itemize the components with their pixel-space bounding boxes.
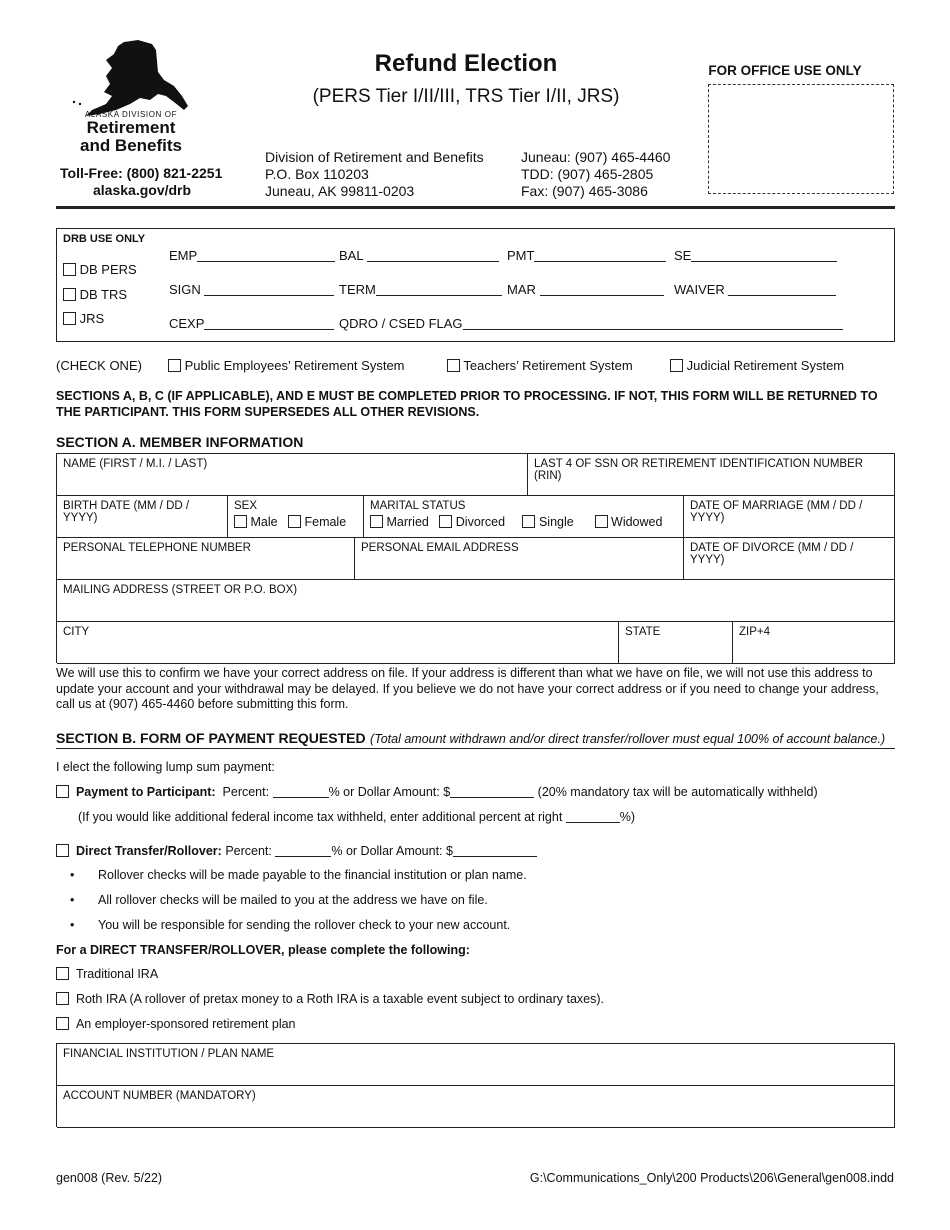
sex-female-checkbox[interactable]: Female — [288, 515, 346, 529]
drb-emp[interactable]: EMP — [169, 248, 335, 263]
marriage-date-field[interactable]: DATE OF MARRIAGE (MM / DD / YYYY) — [684, 496, 895, 538]
email-field[interactable]: PERSONAL EMAIL ADDRESS — [355, 538, 684, 580]
payment-to-participant: Payment to Participant: Percent: % or Dollar Amount: $ (20% mandatory tax will be automatically withheld) — [56, 785, 818, 799]
drb-check-trs[interactable]: DB TRS — [63, 287, 127, 302]
address-note: We will use this to confirm we have your correct address on file. If your address is different than what we have on file, we will not use this address to update your account and your withdrawal may be delayed. If you believe we do not have your correct address or if you need to change your address, call us at (907) 465-4460 before submitting this form. — [56, 666, 879, 711]
page-subtitle: (PERS Tier I/II/III, TRS Tier I/II, JRS) — [312, 86, 620, 107]
dept-address: Division of Retirement and Benefits P.O. Box 110203 Juneau, AK 99811-0203 — [265, 149, 484, 199]
divorced-checkbox[interactable]: Divorced — [439, 515, 505, 529]
drb-use-box — [56, 228, 895, 342]
office-use-box — [708, 84, 894, 194]
participant-percent-input[interactable] — [273, 786, 329, 798]
married-checkbox[interactable]: Married — [370, 515, 429, 529]
phone-field[interactable]: PERSONAL TELEPHONE NUMBER — [57, 538, 355, 580]
zip-field[interactable]: ZIP+4 — [733, 622, 895, 664]
office-use-title: FOR OFFICE USE ONLY — [708, 63, 862, 78]
processing-notice: SECTIONS A, B, C (IF APPLICABLE), AND E MUST BE COMPLETED PRIOR TO PROCESSING. IF NOT, THIS FORM WILL BE RETURNED TO THE PARTICIPANT. THIS FORM SUPERSEDES ALL OTHER REVISIONS. — [56, 389, 878, 419]
form-id: gen008 (Rev. 5/22) — [56, 1171, 163, 1185]
employer-plan-option[interactable]: An employer-sponsored retirement plan — [56, 1017, 296, 1031]
drb-bal[interactable]: BAL — [339, 248, 499, 263]
institution-field[interactable]: FINANCIAL INSTITUTION / PLAN NAME — [57, 1044, 895, 1086]
drb-mar[interactable]: MAR — [507, 282, 664, 297]
additional-tax-line: (If you would like additional federal income tax withheld, enter additional percent at right %) — [78, 810, 636, 824]
section-b-note: (Total amount withdrawn and/or direct transfer/rollover must equal 100% of account balance.) — [370, 732, 886, 746]
drb-check-pers[interactable]: DB PERS — [63, 262, 137, 277]
roth-ira-option[interactable]: Roth IRA (A rollover of pretax money to a Roth IRA is a taxable event subject to ordinary taxes). — [56, 992, 604, 1006]
logo-line-1: ALASKA DIVISION OF — [84, 110, 178, 119]
state-field[interactable]: STATE — [619, 622, 733, 664]
check-pers[interactable]: Public Employees’ Retirement System — [168, 358, 405, 373]
website: alaska.gov/drb — [93, 182, 192, 198]
check-jrs[interactable]: Judicial Retirement System — [670, 358, 844, 373]
direct-transfer-checkbox[interactable] — [56, 844, 69, 857]
sex-male-checkbox[interactable]: Male — [234, 515, 278, 529]
city-field[interactable]: CITY — [57, 622, 619, 664]
participant-dollar-input[interactable] — [450, 786, 534, 798]
section-b-heading: SECTION B. FORM OF PAYMENT REQUESTED (Total amount withdrawn and/or direct transfer/rollover must equal 100% of account balance.) — [56, 730, 886, 746]
additional-tax-input[interactable] — [566, 811, 620, 823]
rollover-bullet-3: • You will be responsible for sending the rollover check to your new account. — [70, 918, 511, 932]
drb-pmt[interactable]: PMT — [507, 248, 666, 263]
marital-status-field: MARITAL STATUS Married Divorced Single Widowed — [364, 496, 684, 538]
rollover-bullet-2: • All rollover checks will be mailed to you at the address we have on file. — [70, 893, 488, 907]
traditional-ira-option[interactable]: Traditional IRA — [56, 967, 158, 981]
toll-free: Toll-Free: (800) 821-2251 — [60, 165, 223, 181]
drb-check-jrs[interactable]: JRS — [63, 311, 104, 326]
divorce-date-field[interactable]: DATE OF DIVORCE (MM / DD / YYYY) — [684, 538, 895, 580]
name-field[interactable]: NAME (FIRST / M.I. / LAST) — [57, 454, 528, 496]
logo-line-2: Retirement — [86, 118, 176, 137]
check-trs[interactable]: Teachers’ Retirement System — [447, 358, 633, 373]
dept-phones: Juneau: (907) 465-4460 TDD: (907) 465-2805 Fax: (907) 465-3086 — [521, 149, 671, 199]
sex-field: SEX Male Female — [228, 496, 364, 538]
ssn-field[interactable]: LAST 4 OF SSN OR RETIREMENT IDENTIFICATION NUMBER (RIN) — [528, 454, 895, 496]
section-a-heading: SECTION A. MEMBER INFORMATION — [56, 434, 304, 450]
alaska-map-icon — [66, 38, 196, 118]
logo-line-3: and Benefits — [79, 136, 183, 155]
page-title: Refund Election — [374, 50, 558, 77]
drb-term[interactable]: TERM — [339, 282, 502, 297]
drb-title: DRB USE ONLY — [63, 233, 146, 245]
drb-cexp[interactable]: CEXP — [169, 316, 334, 331]
member-info-table — [56, 453, 895, 663]
widowed-checkbox[interactable]: Widowed — [595, 515, 663, 529]
rollover-bullet-1: • Rollover checks will be made payable to the financial institution or plan name. — [70, 868, 527, 882]
drb-qdro[interactable]: QDRO / CSED FLAG — [339, 316, 843, 331]
file-path: G:\Communications_Only\200 Products\206\General\gen008.indd — [529, 1171, 894, 1185]
rollover-info-table — [56, 1043, 895, 1127]
drb-se[interactable]: SE — [674, 248, 837, 263]
mailing-address-field[interactable]: MAILING ADDRESS (STREET OR P.O. BOX) — [57, 580, 895, 622]
direct-transfer: Direct Transfer/Rollover: Percent: % or Dollar Amount: $ — [56, 844, 537, 858]
rollover-percent-input[interactable] — [275, 845, 331, 857]
check-one-label: (CHECK ONE) — [56, 358, 142, 373]
section-b-rule — [56, 748, 895, 749]
account-number-field[interactable]: ACCOUNT NUMBER (MANDATORY) — [57, 1086, 895, 1128]
header-divider — [56, 206, 895, 209]
drb-waiver[interactable]: WAIVER — [674, 282, 836, 297]
single-checkbox[interactable]: Single — [522, 515, 573, 529]
lump-sum-intro: I elect the following lump sum payment: — [56, 760, 275, 774]
payment-to-participant-checkbox[interactable] — [56, 785, 69, 798]
drb-sign[interactable]: SIGN — [169, 282, 334, 297]
birth-date-field[interactable]: BIRTH DATE (MM / DD / YYYY) — [57, 496, 228, 538]
rollover-dollar-input[interactable] — [453, 845, 537, 857]
direct-transfer-heading: For a DIRECT TRANSFER/ROLLOVER, please complete the following: — [56, 943, 470, 957]
logo — [66, 38, 196, 158]
